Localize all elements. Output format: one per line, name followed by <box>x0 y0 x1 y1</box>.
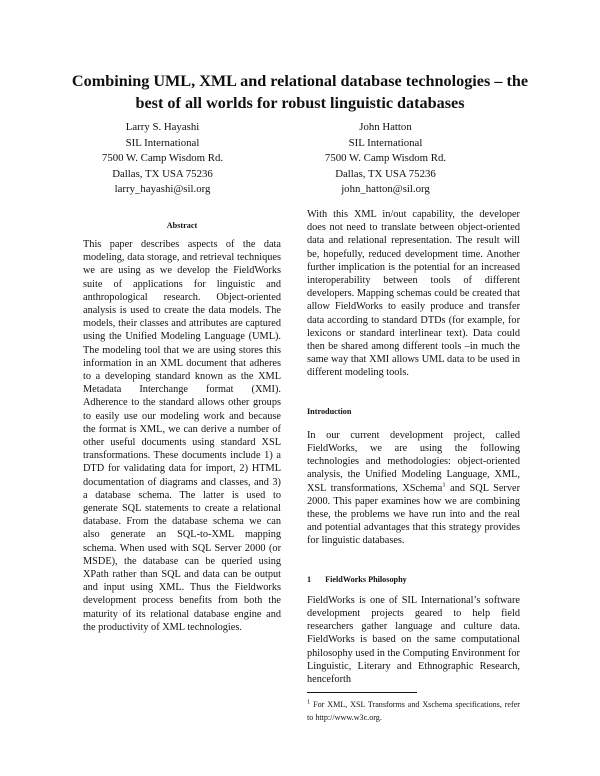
author-org: SIL International <box>125 136 200 149</box>
author-block-2 <box>298 120 473 198</box>
section-1-heading <box>307 573 520 586</box>
left-column <box>83 238 281 634</box>
author-city: Dallas, TX USA 75236 <box>335 167 436 180</box>
paper-title: Combining UML, XML and relational database technologies – the best of all worlds for robust linguistic databases <box>71 72 529 112</box>
abstract-heading: Abstract <box>166 221 198 230</box>
right-paragraph-1: With this XML in/out capability, the developer does not need to translate between object-oriented data and relational representation. The result will be, hopefully, reduced development time. Another further implication is the potential for an increased interoperability between tools of different developers. Mapping schemas could be created that allow FieldWorks to easily produce and transfer data according to standard DTDs (for example, for lexicons or standard interlinear text). Data could then be shared among different tools –in much the same way that XMI allows UML data to be used in different modeling tools. <box>307 209 520 379</box>
footnote <box>307 699 520 724</box>
author-street: 7500 W. Camp Wisdom Rd. <box>101 152 224 165</box>
author-city: Dallas, TX USA 75236 <box>112 167 213 180</box>
footnote-mark: 1 <box>307 698 311 706</box>
abstract-text: This paper describes aspects of the data modeling, data storage, and retrieval techniques we are using as we develop the FieldWorks suite of applications for linguistic and anthropological research. Object-oriented analysis is used to create the data models. The models, their classes and attributes are captured using the Unified Modeling Language (UML). The modeling tool that we are using stores this information in an XML document that adheres to a developing standard known as the XML Metadata Interchange format (XMI). Adherence to the standard allows other groups to easily use our modeling work and because the format is XML, we can derive a number of other useful documents using standard XSL transformations. These documents include 1) a DTD for validating data for import, 2) HTML documentation of diagrams and classes, and 3) a database schema. The latter is used to generate SQL statements to create a relational database. From the database schema we can also generate an SQL-to-XML mapping schema. When used with SQL Server 2000 (or MSDE), the database can be queried using XPath rather than SQL and data can be output and input using XML. Thus the Fieldworks development process benefits from both the maturity of its relational database engine and the productivity of XML technologies. <box>83 239 281 633</box>
author-name: Larry S. Hayashi <box>125 121 200 133</box>
author-block-1 <box>75 120 250 198</box>
introduction-text <box>307 429 520 548</box>
intro-text-part-2: and SQL Server 2000. This paper examines how we are combining these, the problems we have run into and the real and potential advantages that this strategy provides for linguistic databases. <box>307 482 520 547</box>
author-name: John Hatton <box>359 121 412 133</box>
author-email: larry_hayashi@sil.org <box>114 183 211 196</box>
footnote-reference: 1 <box>442 481 446 489</box>
author-org: SIL International <box>348 136 423 149</box>
footnote-divider <box>307 692 417 693</box>
author-street: 7500 W. Camp Wisdom Rd. <box>324 152 447 165</box>
section-1-text: FieldWorks is one of SIL International’s software development projects geared to help field researchers gather language and culture data. FieldWorks is based on the same computational philosophy used in the Computing Environment for Linguistic, Literary and Ethnographic Research, henceforth <box>307 594 520 686</box>
section-1-title: FieldWorks Philosophy <box>325 574 407 584</box>
section-1-number: 1 <box>307 574 312 584</box>
introduction-heading: Introduction <box>307 406 352 416</box>
right-column <box>307 208 520 686</box>
footnote-text: For XML, XSL Transforms and Xschema specifications, refer to http://www.w3c.org. <box>307 700 520 722</box>
intro-text-part-1: In our current development project, called FieldWorks, we are using the following technologies and methodologies: object-oriented analysis, the Unified Modeling Language, XML, XSL transformations, XSchema <box>307 429 520 494</box>
author-email: john_hatton@sil.org <box>341 183 430 196</box>
